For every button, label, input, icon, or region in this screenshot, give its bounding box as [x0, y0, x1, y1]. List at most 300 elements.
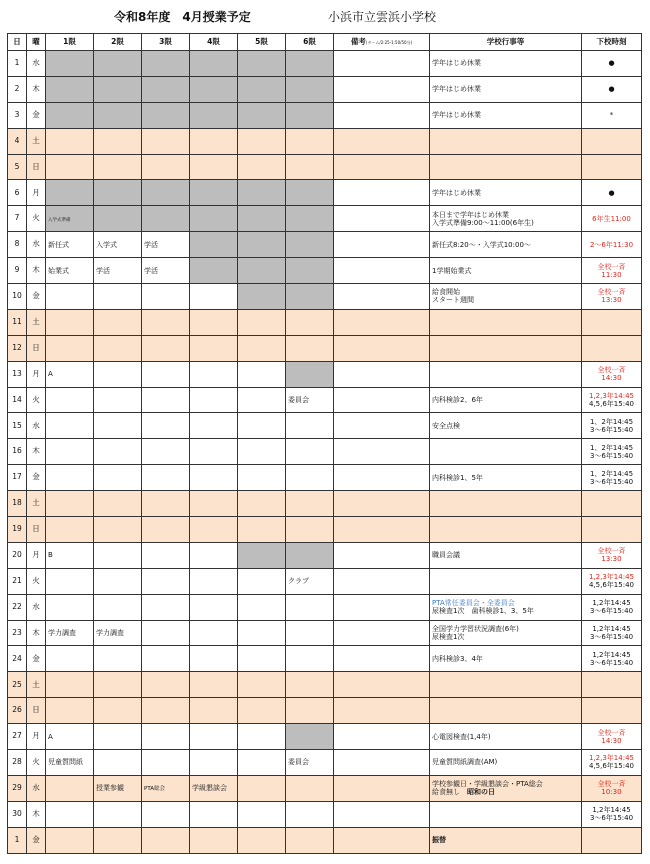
event-line: 振替: [432, 836, 446, 845]
event-line: 尿検査1次: [432, 633, 465, 642]
event-line: 新任式8:20～・入学式10:00～: [432, 240, 531, 249]
header-row: [8, 34, 642, 51]
period-cell: [190, 491, 238, 517]
period-cell: [238, 750, 286, 776]
period-cell: [238, 206, 286, 232]
weekday-cell: 土: [27, 491, 46, 517]
period-cell: 学活: [94, 258, 142, 284]
events-cell: [430, 102, 582, 128]
dismissal-line: 全校一斉: [597, 780, 626, 789]
event-line: 安全点検: [432, 421, 460, 430]
period-cell: [46, 51, 94, 77]
col-period-1: 1限: [46, 34, 94, 51]
events-cell: [430, 491, 582, 517]
day-cell: 26: [8, 698, 27, 724]
event-line: 給食開始: [432, 288, 460, 297]
period-cell: [94, 750, 142, 776]
table-row: [8, 724, 642, 750]
day-cell: 1: [8, 51, 27, 77]
col-day: 日: [8, 34, 27, 51]
weekday-cell: 月: [27, 180, 46, 206]
col-period-3: 3限: [142, 34, 190, 51]
notes-cell: [334, 206, 430, 232]
notes-cell: [334, 232, 430, 258]
period-cell: [142, 750, 190, 776]
period-cell: [190, 594, 238, 620]
period-cell: [142, 361, 190, 387]
period-cell: [46, 465, 94, 491]
period-cell: [286, 76, 334, 102]
events-cell: [430, 51, 582, 77]
period-cell: [46, 180, 94, 206]
period-cell: [46, 128, 94, 154]
events-cell: [430, 439, 582, 465]
table-row: [8, 542, 642, 568]
table-row: [8, 439, 642, 465]
period-cell: [238, 361, 286, 387]
events-cell: [430, 801, 582, 827]
schedule-body: [8, 51, 642, 854]
table-row: [8, 154, 642, 180]
day-cell: 3: [8, 102, 27, 128]
period-cell: [142, 724, 190, 750]
notes-cell: [334, 309, 430, 335]
day-cell: 6: [8, 180, 27, 206]
event-line: 1学期始業式: [432, 266, 472, 275]
notes-cell: [334, 517, 430, 543]
period-cell: [238, 258, 286, 284]
period-cell: [46, 827, 94, 853]
period-cell: [94, 180, 142, 206]
event-line: 給食無し 昭和の日: [432, 788, 495, 797]
period-cell: [142, 594, 190, 620]
events-cell: [430, 387, 582, 413]
dismissal-line: 14:30: [601, 374, 622, 383]
period-cell: 学力調査: [46, 620, 94, 646]
period-cell: [142, 568, 190, 594]
table-row: [8, 76, 642, 102]
table-row: [8, 801, 642, 827]
period-cell: [142, 51, 190, 77]
table-row: [8, 646, 642, 672]
period-cell: [238, 568, 286, 594]
period-cell: [238, 491, 286, 517]
notes-cell: [334, 439, 430, 465]
period-cell: [238, 698, 286, 724]
weekday-cell: 土: [27, 128, 46, 154]
period-cell: [46, 801, 94, 827]
event-line: 学年はじめ休業: [432, 111, 481, 120]
period-cell: [94, 387, 142, 413]
dismissal-line: 1,2,3年14:45: [589, 754, 634, 763]
period-cell: [238, 309, 286, 335]
dismissal-line: 全校一斉: [597, 288, 626, 297]
weekday-cell: 火: [27, 387, 46, 413]
period-cell: [142, 309, 190, 335]
day-cell: 15: [8, 413, 27, 439]
dismissal-cell: [582, 568, 642, 594]
event-line: 職員会議: [432, 551, 460, 560]
period-cell: [190, 413, 238, 439]
period-cell: [142, 128, 190, 154]
dismissal-line: 1、2年14:45: [589, 417, 634, 426]
events-cell: [430, 180, 582, 206]
period-cell: [238, 594, 286, 620]
events-cell: [430, 335, 582, 361]
notes-cell: [334, 128, 430, 154]
period-cell: [238, 724, 286, 750]
period-cell: 始業式: [46, 258, 94, 284]
period-cell: [286, 646, 334, 672]
notes-cell: [334, 750, 430, 776]
events-cell: [430, 750, 582, 776]
period-cell: [94, 284, 142, 310]
period-cell: [238, 646, 286, 672]
weekday-cell: 月: [27, 361, 46, 387]
day-cell: 18: [8, 491, 27, 517]
weekday-cell: 土: [27, 309, 46, 335]
period-cell: [94, 206, 142, 232]
weekday-cell: 火: [27, 568, 46, 594]
period-cell: [94, 76, 142, 102]
dismissal-line: 10:30: [601, 788, 622, 797]
day-cell: 22: [8, 594, 27, 620]
dismissal-cell: [582, 750, 642, 776]
dismissal-cell: [582, 128, 642, 154]
period-cell: [46, 491, 94, 517]
period-cell: [190, 180, 238, 206]
table-row: [8, 387, 642, 413]
period-cell: [190, 646, 238, 672]
period-cell: [238, 801, 286, 827]
table-row: [8, 750, 642, 776]
weekday-cell: 月: [27, 724, 46, 750]
period-cell: [190, 51, 238, 77]
period-cell: [286, 517, 334, 543]
period-cell: [286, 309, 334, 335]
period-cell: 入学式: [94, 232, 142, 258]
dismissal-line: 全校一斉: [597, 728, 626, 737]
dismissal-cell: [582, 387, 642, 413]
period-cell: [238, 517, 286, 543]
period-cell: [238, 439, 286, 465]
event-line: 本日まで学年はじめ休業: [432, 210, 509, 219]
notes-cell: [334, 180, 430, 206]
events-cell: [430, 128, 582, 154]
table-row: [8, 672, 642, 698]
day-cell: 5: [8, 154, 27, 180]
dismissal-line: 13:30: [601, 296, 622, 305]
dismissal-line: 4,5,6年15:40: [589, 581, 634, 590]
weekday-cell: 金: [27, 465, 46, 491]
events-cell: [430, 517, 582, 543]
period-cell: [46, 309, 94, 335]
notes-cell: [334, 102, 430, 128]
dismissal-line: 3～6年15:40: [589, 451, 634, 460]
weekday-cell: 木: [27, 620, 46, 646]
period-cell: [286, 413, 334, 439]
dismissal-line: 6年生11:00: [592, 214, 631, 223]
notes-cell: [334, 801, 430, 827]
col-notes: 備考(ターム/2:25-1:50/50分): [334, 34, 430, 51]
period-cell: [94, 698, 142, 724]
table-row: [8, 775, 642, 801]
period-cell: [142, 698, 190, 724]
dismissal-cell: [582, 672, 642, 698]
dismissal-line: 1、2年14:45: [589, 469, 634, 478]
period-cell: [142, 387, 190, 413]
day-cell: 4: [8, 128, 27, 154]
period-cell: [46, 387, 94, 413]
weekday-cell: 月: [27, 542, 46, 568]
table-row: [8, 413, 642, 439]
dismissal-line: 13:30: [601, 555, 622, 564]
period-cell: [190, 309, 238, 335]
notes-cell: [334, 698, 430, 724]
table-row: [8, 465, 642, 491]
table-row: [8, 361, 642, 387]
period-cell: [142, 154, 190, 180]
period-cell: 学力調査: [94, 620, 142, 646]
period-cell: [190, 724, 238, 750]
period-cell: [286, 775, 334, 801]
events-cell: [430, 775, 582, 801]
period-cell: [94, 594, 142, 620]
dismissal-line: 3～6年15:40: [589, 477, 634, 486]
period-cell: [190, 102, 238, 128]
event-line: 内科検診3、4年: [432, 654, 483, 663]
notes-cell: [334, 568, 430, 594]
event-line: 尿検査1次 歯科検診1、3、5年: [432, 607, 534, 616]
events-cell: [430, 698, 582, 724]
period-cell: [190, 465, 238, 491]
day-cell: 17: [8, 465, 27, 491]
event-line: 全国学力学習状況調査(6年): [432, 624, 519, 633]
dismissal-line: 3～6年15:40: [589, 425, 634, 434]
dismissal-line: 1、2年14:45: [589, 443, 634, 452]
weekday-cell: 日: [27, 517, 46, 543]
col-notes-sub: (ターム/2:25-1:50/50分): [365, 39, 413, 45]
dismissal-line: ●: [608, 85, 615, 94]
weekday-cell: 水: [27, 232, 46, 258]
period-cell: [286, 361, 334, 387]
period-cell: [286, 335, 334, 361]
period-cell: [46, 568, 94, 594]
day-cell: 2: [8, 76, 27, 102]
period-cell: [286, 154, 334, 180]
period-cell: [238, 335, 286, 361]
dismissal-line: 3～6年15:40: [589, 633, 634, 642]
period-cell: [142, 465, 190, 491]
dismissal-cell: [582, 439, 642, 465]
dismissal-line: 4,5,6年15:40: [589, 762, 634, 771]
event-line: PTA常任委員会・全委員会: [432, 599, 515, 608]
dismissal-line: 11:30: [601, 270, 622, 279]
table-row: [8, 517, 642, 543]
table-row: [8, 102, 642, 128]
dismissal-cell: [582, 335, 642, 361]
day-cell: 11: [8, 309, 27, 335]
period-cell: [238, 76, 286, 102]
period-cell: [190, 750, 238, 776]
dismissal-cell: [582, 775, 642, 801]
dismissal-cell: [582, 76, 642, 102]
period-cell: PTA総会: [142, 775, 190, 801]
weekday-cell: 日: [27, 698, 46, 724]
period-cell: [94, 542, 142, 568]
dismissal-cell: [582, 620, 642, 646]
weekday-cell: 土: [27, 672, 46, 698]
period-cell: [94, 309, 142, 335]
day-cell: 23: [8, 620, 27, 646]
period-cell: [142, 672, 190, 698]
col-weekday: 曜: [27, 34, 46, 51]
table-row: [8, 51, 642, 77]
period-cell: [190, 542, 238, 568]
period-cell: [286, 284, 334, 310]
notes-cell: [334, 491, 430, 517]
event-line: 学年はじめ休業: [432, 85, 481, 94]
period-cell: [190, 827, 238, 853]
period-cell: [286, 672, 334, 698]
period-cell: [286, 724, 334, 750]
period-cell: [46, 672, 94, 698]
notes-cell: [334, 827, 430, 853]
events-cell: [430, 542, 582, 568]
day-cell: 21: [8, 568, 27, 594]
period-cell: [94, 51, 142, 77]
day-cell: 24: [8, 646, 27, 672]
events-cell: [430, 646, 582, 672]
dismissal-line: 1,2年14:45: [592, 624, 631, 633]
period-cell: [46, 284, 94, 310]
dismissal-line: 14:30: [601, 736, 622, 745]
period-cell: [286, 102, 334, 128]
period-cell: [94, 724, 142, 750]
day-cell: 16: [8, 439, 27, 465]
period-cell: [190, 128, 238, 154]
notes-cell: [334, 594, 430, 620]
period-cell: [46, 594, 94, 620]
day-cell: 12: [8, 335, 27, 361]
dismissal-cell: [582, 724, 642, 750]
page-title: 令和8年度 4月授業予定: [114, 10, 251, 24]
period-cell: [286, 827, 334, 853]
table-row: [8, 206, 642, 232]
day-cell: 30: [8, 801, 27, 827]
dismissal-line: 1,2年14:45: [592, 806, 631, 815]
events-cell: [430, 206, 582, 232]
period-cell: [286, 439, 334, 465]
weekday-cell: 金: [27, 646, 46, 672]
day-cell: 27: [8, 724, 27, 750]
events-cell: [430, 594, 582, 620]
period-cell: [238, 672, 286, 698]
period-cell: [142, 102, 190, 128]
event-line: スタート週間: [432, 296, 474, 305]
dismissal-line: 4,5,6年15:40: [589, 400, 634, 409]
table-row: [8, 594, 642, 620]
dismissal-cell: [582, 698, 642, 724]
day-cell: 19: [8, 517, 27, 543]
period-cell: [94, 439, 142, 465]
col-period-5: 5限: [238, 34, 286, 51]
period-cell: [94, 335, 142, 361]
period-cell: [94, 491, 142, 517]
period-cell: [46, 76, 94, 102]
col-dismissal: 下校時刻: [582, 34, 642, 51]
period-cell: [190, 698, 238, 724]
dismissal-line: 全校一斉: [597, 262, 626, 271]
dismissal-cell: [582, 206, 642, 232]
period-cell: [238, 51, 286, 77]
dismissal-cell: [582, 827, 642, 853]
period-cell: [238, 102, 286, 128]
period-cell: [238, 387, 286, 413]
period-cell: [142, 620, 190, 646]
weekday-cell: 木: [27, 801, 46, 827]
dismissal-line: 3～6年15:40: [589, 658, 634, 667]
notes-cell: [334, 620, 430, 646]
event-line: 学年はじめ休業: [432, 59, 481, 68]
period-cell: [286, 51, 334, 77]
weekday-cell: 水: [27, 594, 46, 620]
table-row: [8, 491, 642, 517]
period-cell: [46, 102, 94, 128]
events-cell: [430, 465, 582, 491]
period-cell: [46, 775, 94, 801]
col-events: 学校行事等: [430, 34, 582, 51]
notes-cell: [334, 361, 430, 387]
dismissal-line: 1,2,3年14:45: [589, 391, 634, 400]
weekday-cell: 日: [27, 154, 46, 180]
dismissal-cell: [582, 361, 642, 387]
table-row: [8, 568, 642, 594]
period-cell: [94, 827, 142, 853]
weekday-cell: 火: [27, 206, 46, 232]
events-cell: [430, 620, 582, 646]
table-row: [8, 232, 642, 258]
dismissal-line: 全校一斉: [597, 547, 626, 556]
period-cell: [142, 827, 190, 853]
dismissal-line: 1,2年14:45: [592, 650, 631, 659]
period-cell: [142, 517, 190, 543]
table-row: [8, 258, 642, 284]
notes-cell: [334, 335, 430, 361]
event-line: 児童質問紙調査(AM): [432, 758, 498, 767]
weekday-cell: 火: [27, 750, 46, 776]
dismissal-cell: [582, 465, 642, 491]
period-cell: [286, 542, 334, 568]
period-cell: [94, 361, 142, 387]
dismissal-cell: [582, 154, 642, 180]
day-cell: 14: [8, 387, 27, 413]
dismissal-line: ●: [608, 188, 615, 197]
period-cell: [238, 465, 286, 491]
school-name: 小浜市立雲浜小学校: [328, 10, 437, 24]
period-cell: [286, 128, 334, 154]
weekday-cell: 金: [27, 827, 46, 853]
event-line: 心電図検査(1,4年): [432, 732, 491, 741]
dismissal-line: 3～6年15:40: [589, 607, 634, 616]
dismissal-line: 3～6年15:40: [589, 814, 634, 823]
period-cell: 授業参観: [94, 775, 142, 801]
notes-cell: [334, 672, 430, 698]
events-cell: [430, 568, 582, 594]
period-cell: 入学式準備: [46, 206, 94, 232]
period-cell: [46, 413, 94, 439]
period-cell: [142, 413, 190, 439]
